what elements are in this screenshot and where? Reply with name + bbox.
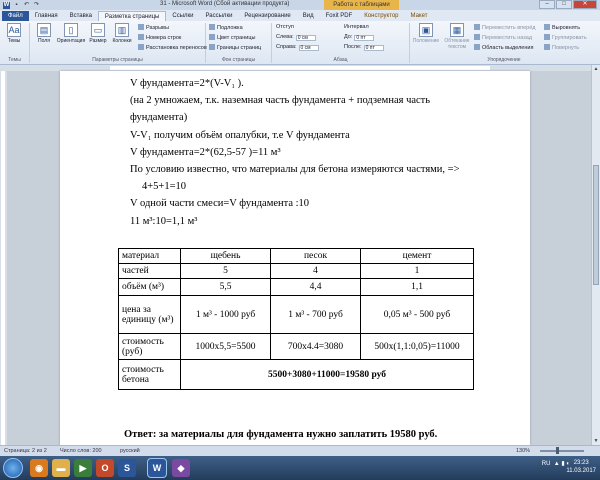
- rotate-button[interactable]: Повернуть: [544, 44, 579, 51]
- orientation-button[interactable]: ▯ Ориентация: [56, 25, 86, 44]
- quick-access-toolbar: [0, 0, 40, 10]
- scroll-up-icon[interactable]: ▲: [593, 66, 599, 72]
- minimize-button[interactable]: –: [539, 0, 555, 9]
- align-button[interactable]: Выровнять: [544, 24, 580, 31]
- size-icon: ▭: [91, 23, 105, 37]
- table-header-cell[interactable]: материал: [119, 249, 181, 264]
- selection-pane-icon: [474, 44, 480, 50]
- indent-right-field[interactable]: Справа: 0 см: [276, 44, 319, 51]
- scroll-thumb[interactable]: [593, 165, 599, 285]
- group-paragraph: Отступ Слева: 0 см Справа: 0 см Интервал До: 0 пт После: 0 пт Абзац: [272, 23, 410, 63]
- spacing-label: Интервал: [344, 24, 369, 30]
- table-cell[interactable]: 1000х5,5=5500: [181, 334, 271, 360]
- vertical-ruler[interactable]: [0, 71, 7, 445]
- doc-line: По условию известно, что материалы для бетона измеряются частями, =>: [130, 163, 460, 175]
- table-total-row: [119, 360, 474, 390]
- table-total-cell[interactable]: 5500+3080+11000=19580 руб: [181, 360, 474, 390]
- position-button[interactable]: ▣ Положение: [412, 25, 440, 44]
- tab-layout[interactable]: Макет: [410, 13, 428, 19]
- document-body[interactable]: [124, 75, 504, 230]
- start-button[interactable]: [3, 458, 23, 478]
- indent-left-field[interactable]: Слева: 0 см: [276, 34, 316, 41]
- watermark-icon: [209, 24, 215, 30]
- table-cell[interactable]: 4: [271, 264, 361, 279]
- table-cell[interactable]: 1 м³ - 700 руб: [271, 296, 361, 334]
- page-borders-button[interactable]: Границы страниц: [209, 44, 261, 51]
- group-objects-icon: [544, 34, 550, 40]
- bring-forward-button[interactable]: Переместить вперёд: [474, 24, 536, 31]
- hyphenation-button[interactable]: Расстановка переносов: [138, 44, 207, 51]
- tab-foxit-pdf[interactable]: Foxit PDF: [325, 13, 353, 19]
- wrap-text-icon: ▦: [450, 23, 464, 37]
- zoom-slider-handle[interactable]: [556, 447, 559, 454]
- table-cell[interactable]: 1,1: [361, 279, 474, 296]
- table-header-row: [119, 249, 474, 264]
- watermark-button[interactable]: Подложка: [209, 24, 243, 31]
- table-cell[interactable]: стоимость бетона: [119, 360, 181, 390]
- answer-text: Ответ: за материалы для фундамента нужно заплатить 19580 руб.: [124, 429, 438, 440]
- table-cell[interactable]: стоимость (руб): [119, 334, 181, 360]
- system-tray[interactable]: RU ▲ ▮ ◐: [541, 461, 570, 467]
- doc-line: фундамента): [130, 112, 188, 124]
- materials-table[interactable]: [118, 248, 474, 390]
- table-cell[interactable]: цена за единицу (м³): [119, 296, 181, 334]
- spacing-after-field[interactable]: После: 0 пт: [344, 44, 384, 51]
- table-cell[interactable]: 0,05 м³ - 500 руб: [361, 296, 474, 334]
- breaks-icon: [138, 24, 144, 30]
- clock[interactable]: 23:23 11.03.2017: [566, 460, 596, 474]
- hyphenation-icon: [138, 44, 144, 50]
- page-color-button[interactable]: Цвет страницы: [209, 34, 255, 41]
- group-objects-button[interactable]: Группировать: [544, 34, 587, 41]
- document-page[interactable]: [60, 71, 530, 445]
- bring-forward-icon: [474, 24, 480, 30]
- size-button[interactable]: ▭ Размер: [89, 25, 107, 44]
- table-header-cell[interactable]: песок: [271, 249, 361, 264]
- group-page-setup: ▤ Поля ▯ Ориентация ▭ Размер ▥ Колонки Разрывы Номера строк Расстановка переносов Параметры страницы: [30, 23, 206, 63]
- themes-icon: Aa: [8, 25, 20, 35]
- tab-insert[interactable]: Вставка: [69, 13, 92, 19]
- ribbon-tabs: [0, 10, 600, 21]
- tab-design[interactable]: Конструктор: [364, 13, 399, 19]
- columns-icon: ▥: [115, 23, 129, 37]
- app-icon[interactable]: ◆: [172, 459, 190, 477]
- tab-references[interactable]: Ссылки: [172, 13, 194, 19]
- table-header-cell[interactable]: щебень: [181, 249, 271, 264]
- ribbon: [0, 21, 600, 65]
- tab-view[interactable]: Вид: [302, 13, 314, 19]
- taskbar: [0, 456, 600, 480]
- tab-home[interactable]: Главная: [34, 13, 58, 19]
- table-cell[interactable]: 700х4.4=3080: [271, 334, 361, 360]
- tab-page-layout[interactable]: Разметка страницы: [98, 11, 166, 21]
- zoom-level[interactable]: 130%: [516, 448, 531, 454]
- rotate-icon: [544, 44, 550, 50]
- table-cell[interactable]: объём (м³): [119, 279, 181, 296]
- table-cell[interactable]: 1 м³ - 1000 руб: [181, 296, 271, 334]
- tab-file[interactable]: Файл: [2, 11, 29, 21]
- word-count[interactable]: Число слов: 200: [60, 448, 102, 454]
- group-page-background: Подложка Цвет страницы Границы страниц Фон страницы: [206, 23, 272, 63]
- word-logo-icon[interactable]: W: [3, 1, 10, 8]
- table-cell[interactable]: 500х(1,1:0,05)=11000: [361, 334, 474, 360]
- undo-icon[interactable]: ↶: [23, 1, 30, 8]
- tab-mailings[interactable]: Рассылки: [205, 13, 233, 19]
- language-indicator[interactable]: русский: [120, 448, 140, 454]
- wrap-text-button[interactable]: ▦ Обтекание текстом: [444, 25, 470, 50]
- send-backward-button[interactable]: Переместить назад: [474, 34, 532, 41]
- align-icon: [544, 24, 550, 30]
- window-title: 31 - Microsoft Word (Сбой активации продукта): [160, 1, 290, 7]
- keyboard-language[interactable]: RU: [541, 461, 551, 467]
- doc-line: 11 м³:10=1,1 м³: [130, 215, 198, 227]
- table-row: [119, 279, 474, 296]
- redo-icon[interactable]: ↷: [33, 1, 40, 8]
- table-row: [119, 264, 474, 279]
- group-themes: Aa Темы Темы: [0, 23, 30, 63]
- doc-line: V одной части смеси=V фундамента :10: [130, 198, 310, 210]
- maximize-button[interactable]: □: [556, 0, 572, 9]
- status-bar: [0, 445, 600, 456]
- table-row: [119, 296, 474, 334]
- tab-review[interactable]: Рецензирование: [244, 13, 291, 19]
- selection-pane-button[interactable]: Область выделения: [474, 44, 533, 51]
- breaks-button[interactable]: Разрывы: [138, 24, 169, 31]
- group-arrange: ▣ Положение ▦ Обтекание текстом Переместить вперёд Переместить назад Область выделения Выровнять Группировать Повернуть Упорядочение: [412, 25, 587, 63]
- line-numbers-icon: [138, 34, 144, 40]
- table-row: [119, 334, 474, 360]
- themes-button[interactable]: Aa Темы: [7, 25, 21, 44]
- table-header-cell[interactable]: цемент: [361, 249, 474, 264]
- table-cell[interactable]: 5,5: [181, 279, 271, 296]
- table-cell[interactable]: 4,4: [271, 279, 361, 296]
- save-icon[interactable]: ▪: [15, 1, 18, 8]
- orientation-icon: ▯: [64, 23, 78, 37]
- send-backward-icon: [474, 34, 480, 40]
- word-taskbar-icon[interactable]: W: [148, 459, 166, 477]
- doc-line: (на 2 умножаем, т.к. наземная часть фундамента + подземная часть: [130, 95, 431, 107]
- skype-icon[interactable]: S: [118, 459, 136, 477]
- margins-icon: ▤: [37, 23, 51, 37]
- close-button[interactable]: ✕: [573, 0, 597, 9]
- vertical-scrollbar[interactable]: [591, 65, 600, 445]
- table-tools-context-label: Работа с таблицами: [324, 0, 399, 10]
- line-numbers-button[interactable]: Номера строк: [138, 34, 181, 41]
- margins-button[interactable]: ▤ Поля: [38, 25, 50, 44]
- media-player-icon[interactable]: ▶: [74, 459, 92, 477]
- table-cell[interactable]: 1: [361, 264, 474, 279]
- scroll-down-icon[interactable]: ▼: [593, 438, 599, 444]
- columns-button[interactable]: ▥ Колонки: [112, 25, 132, 44]
- doc-line: V фундамента=2*(62,5-57 )=11 м³: [130, 146, 281, 158]
- page-count[interactable]: Страница: 2 из 2: [4, 448, 47, 454]
- doc-line: V фундамента=2*(V-V₁ ).: [130, 78, 244, 89]
- page-color-icon: [209, 34, 215, 40]
- zoom-slider[interactable]: [540, 450, 584, 452]
- folder-icon[interactable]: ▬: [52, 459, 70, 477]
- title-bar: [0, 0, 600, 10]
- position-icon: ▣: [419, 23, 433, 37]
- table-cell[interactable]: 5: [181, 264, 271, 279]
- indent-label: Отступ: [276, 24, 294, 30]
- page-borders-icon: [209, 44, 215, 50]
- spacing-before-field[interactable]: До: 0 пт: [344, 34, 374, 41]
- browser-icon[interactable]: ◉: [30, 459, 48, 477]
- table-cell[interactable]: частей: [119, 264, 181, 279]
- doc-line: V-V₁ получим объём опалубки, т.е V фундамента: [130, 129, 350, 141]
- doc-line: 4+5+1=10: [142, 181, 187, 193]
- opera-icon[interactable]: O: [96, 459, 114, 477]
